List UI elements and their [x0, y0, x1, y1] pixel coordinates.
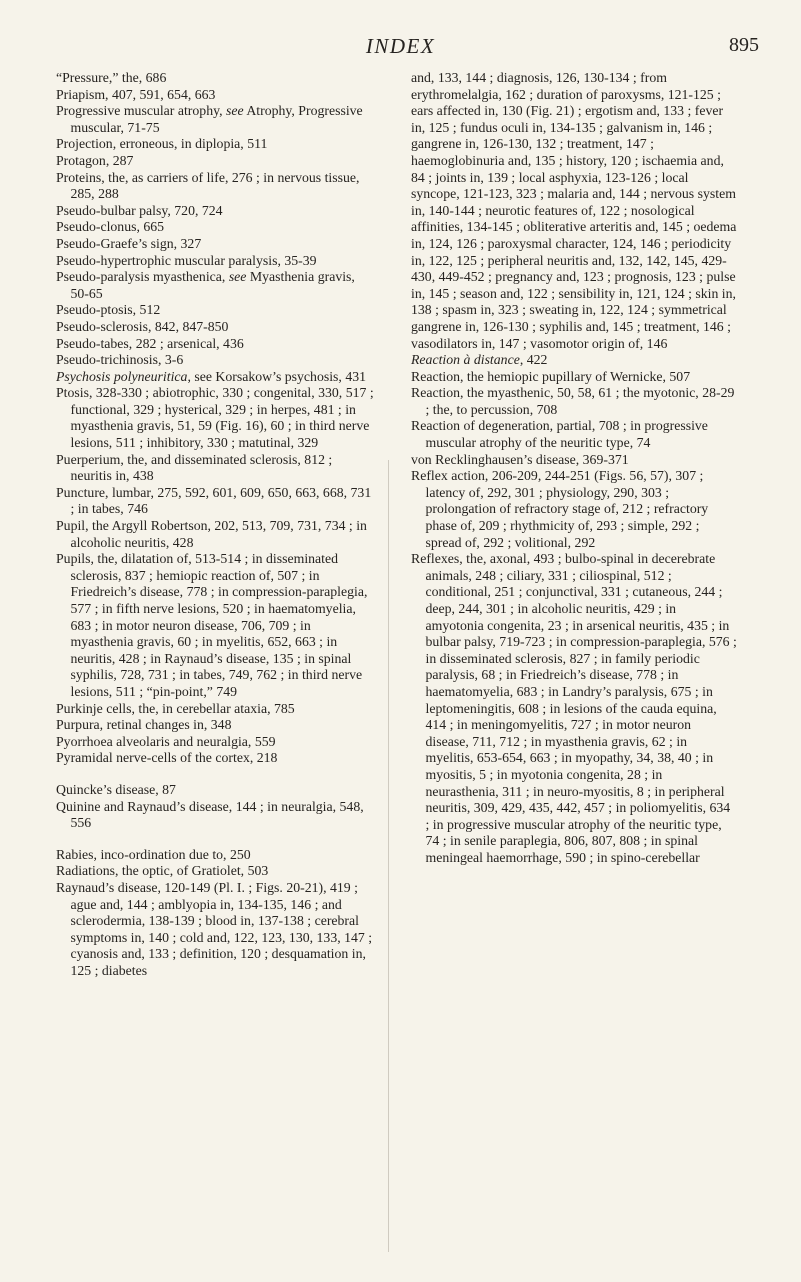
index-entry: Pseudo-paralysis myasthenica, see Myasthenia gravis, 50-65	[56, 269, 355, 301]
index-entry: Pyramidal nerve-cells of the cortex, 218	[56, 750, 278, 766]
index-entry: Radiations, the optic, of Gratiolet, 503	[56, 863, 269, 879]
index-entry: Puncture, lumbar, 275, 592, 601, 609, 650, 663, 668, 731 ; in tabes, 746	[56, 484, 372, 517]
index-entry: Raynaud’s disease, 120-149 (Pl. I. ; Figs. 20-21), 419 ; ague and, 144 ; amblyopia in, 134-135, 146 ; and sclerodermia, 138-139 ; blood in, 137-138 ; cerebral symptoms in, 140 ; cold and, 122, 123, 130, 133, 147 ; cyanosis and, 133 ; definition, 120 ; desquamation in, 125 ; diabetes	[56, 879, 373, 978]
index-entry: Protagon, 287	[56, 152, 134, 168]
index-entry: Reaction of degeneration, partial, 708 ; in progressive muscular atrophy of the neuritic type, 74	[411, 418, 708, 451]
index-entry: “Pressure,” the, 686	[56, 70, 167, 85]
index-entry: Proteins, the, as carriers of life, 276 ; in nervous tissue, 285, 288	[56, 169, 360, 202]
index-entry: von Recklinghausen’s disease, 369-371	[411, 451, 629, 467]
index-entry: Pseudo-tabes, 282 ; arsenical, 436	[56, 335, 244, 351]
index-entry: Priapism, 407, 591, 654, 663	[56, 86, 216, 102]
index-entry: Reflex action, 206-209, 244-251 (Figs. 56, 57), 307 ; latency of, 292, 301 ; physiology, 290, 303 ; prolongation of refractory stage of, 212 ; refractory phase of, 209 ; rhythmicity of, 293 ; simple, 292 ; spread of, 292 ; volitional, 292	[411, 468, 709, 550]
index-entry: Progressive muscular atrophy, see Atrophy, Progressive muscular, 71-75	[56, 103, 363, 135]
index-entry: Pseudo-bulbar palsy, 720, 724	[56, 202, 223, 218]
index-entry: Psychosis polyneuritica, see Korsakow’s psychosis, 431	[56, 368, 367, 384]
index-entry: Puerperium, the, and disseminated sclerosis, 812 ; neuritis in, 438	[56, 451, 333, 484]
index-entry: Rabies, inco-ordination due to, 250	[56, 846, 251, 862]
index-entry: Purpura, retinal changes in, 348	[56, 717, 232, 733]
index-column-left	[56, 70, 374, 979]
index-entry: Pseudo-trichinosis, 3-6	[56, 352, 184, 368]
index-entry: Pseudo-ptosis, 512	[56, 302, 161, 318]
index-entry: Reaction, the myasthenic, 50, 58, 61 ; the myotonic, 28-29 ; the, to percussion, 708	[411, 385, 735, 417]
index-column-right	[411, 70, 737, 867]
index-entry: Pupil, the Argyll Robertson, 202, 513, 709, 731, 734 ; in alcoholic neuritis, 428	[56, 518, 367, 550]
index-entry: Pupils, the, dilatation of, 513-514 ; in disseminated sclerosis, 837 ; hemiopic reaction of, 507 ; in Friedreich’s disease, 778 ; in compression-paraplegia, 577 ; in fifth nerve lesions, 520 ; in haematomyelia, 683 ; in motor neuron disease, 706, 709 ; in myasthenia gravis, 60 ; in myelitis, 652, 663 ; in neuritis, 428 ; in Raynaud’s disease, 135 ; in spinal syphilis, 728, 731 ; in tabes, 749, 762 ; in third nerve lesions, 511 ; “pin-point,” 749	[56, 551, 368, 699]
index-entry: Pseudo-Graefe’s sign, 327	[56, 235, 202, 251]
index-entry: and, 133, 144 ; diagnosis, 126, 130-134 ; from erythromelalgia, 162 ; duration of paroxysms, 121-125 ; ears affected in, 130 (Fig. 21) ; ergotism and, 133 ; fever in, 125 ; fundus oculi in, 134-135 ; galvanism in, 146 ; gangrene in, 126-130, 132 ; treatment, 147 ; haemoglobinuria and, 135 ; history, 120 ; ischaemia and, 84 ; joints in, 139 ; local asphyxia, 123-126 ; local syncope, 121-123, 323 ; malaria and, 144 ; nervous system in, 140-144 ; neurotic features of, 122 ; nosological affinities, 134-145 ; obliterative arteritis and, 145 ; oedema in, 124, 126 ; paroxysmal character, 124, 146 ; periodicity in, 122, 125 ; peripheral neuritis and, 132, 142, 145, 429-430, 449-452 ; pregnancy and, 123 ; prognosis, 123 ; pulse in, 145 ; season and, 122 ; sensibility in, 121, 124 ; skin in, 138 ; spasm in, 323 ; sweating in, 122, 124 ; symmetrical gangrene in, 126-130 ; syphilis and, 145 ; treatment, 146 ; vasodilators in, 147 ; vasomotor origin of, 146	[411, 70, 737, 351]
column-divider	[388, 460, 389, 1252]
index-entry: Pseudo-hypertrophic muscular paralysis, 35-39	[56, 252, 317, 268]
page-number: 895	[729, 34, 759, 56]
index-entry: Quinine and Raynaud’s disease, 144 ; in neuralgia, 548, 556	[56, 798, 364, 831]
index-entry: Purkinje cells, the, in cerebellar ataxia, 785	[56, 700, 295, 716]
index-entry: Pseudo-clonus, 665	[56, 219, 165, 235]
index-entry: Pyorrhoea alveolaris and neuralgia, 559	[56, 733, 276, 749]
index-entry: Reaction à distance, 422	[411, 352, 548, 368]
index-entry: Reaction, the hemiopic pupillary of Wernicke, 507	[411, 368, 691, 384]
index-entry: Projection, erroneous, in diplopia, 511	[56, 136, 268, 152]
index-entry: Reflexes, the, axonal, 493 ; bulbo-spinal in decerebrate animals, 248 ; ciliary, 331 ; ciliospinal, 512 ; conditional, 251 ; conjunctival, 331 ; cutaneous, 244 ; deep, 244, 301 ; in alcoholic neuritis, 429 ; in amyotonia congenita, 23 ; in arsenical neuritis, 435 ; in bulbar palsy, 719-723 ; in compression-paraplegia, 576 ; in disseminated sclerosis, 827 ; in family periodic paralysis, 68 ; in Friedreich’s disease, 778 ; in haematomyelia, 683 ; in Landry’s paralysis, 675 ; in leptomeningitis, 608 ; in lesions of the cauda equina, 414 ; in meningomyelitis, 727 ; in motor neuron disease, 711, 712 ; in myasthenia gravis, 62 ; in myelitis, 653-654, 663 ; in myopathy, 34, 38, 40 ; in myositis, 5 ; in myotonia congenita, 28 ; in neurasthenia, 311 ; in neuro-myositis, 8 ; in peripheral neuritis, 309, 429, 435, 442, 457 ; in poliomyelitis, 634 ; in progressive muscular atrophy of the neuritic type, 74 ; in senile paraplegia, 806, 807, 808 ; in spinal meningeal haemorrhage, 590 ; in spino-cerebellar	[411, 551, 737, 865]
index-entry: Ptosis, 328-330 ; abiotrophic, 330 ; congenital, 330, 517 ; functional, 329 ; hysterical, 329 ; in herpes, 481 ; in myasthenia gravis, 51, 59 (Fig. 16), 60 ; in third nerve lesions, 511 ; inhibitory, 330 ; matutinal, 329	[56, 385, 374, 451]
page-header-title: INDEX	[365, 34, 436, 58]
index-entry: Pseudo-sclerosis, 842, 847-850	[56, 318, 229, 334]
index-entry: Quincke’s disease, 87	[56, 781, 176, 797]
